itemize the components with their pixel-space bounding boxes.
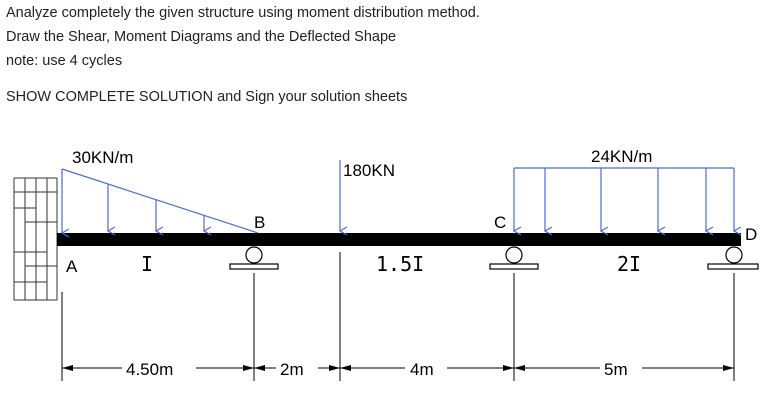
beam	[57, 233, 741, 246]
node-label-c: C	[494, 213, 507, 232]
node-label-d: D	[745, 225, 758, 244]
triangular-load	[62, 148, 258, 233]
triangular-load-label: 30KN/m	[72, 148, 134, 167]
point-load-label: 180KN	[343, 161, 395, 180]
node-label-b: B	[254, 213, 266, 232]
uniform-load-label: 24KN/m	[591, 147, 653, 166]
node-label-a: A	[66, 257, 78, 276]
roller-support-b	[230, 247, 278, 269]
roller-support-c	[490, 247, 538, 269]
instruction-line-3: note: use 4 cycles	[6, 53, 123, 69]
inertia-label-ab: I	[141, 252, 154, 276]
uniform-load	[514, 147, 734, 231]
instruction-line-2: Draw the Shear, Moment Diagrams and the Deflected Shape	[6, 29, 397, 45]
span-label-load-c: 4m	[410, 360, 434, 379]
inertia-label-cd: 2I	[617, 252, 642, 276]
fixed-support-a	[14, 178, 57, 300]
roller-support-d	[708, 247, 758, 269]
instruction-line-1: Analyze completely the given structure using moment distribution method.	[6, 5, 480, 21]
point-load	[340, 160, 395, 231]
span-label-b-load: 2m	[280, 360, 304, 379]
instruction-line-4: SHOW COMPLETE SOLUTION and Sign your solution sheets	[6, 89, 408, 105]
inertia-label-bc: 1.5I	[376, 252, 425, 276]
span-label-ab: 4.50m	[126, 360, 174, 379]
span-label-cd: 5m	[604, 360, 628, 379]
